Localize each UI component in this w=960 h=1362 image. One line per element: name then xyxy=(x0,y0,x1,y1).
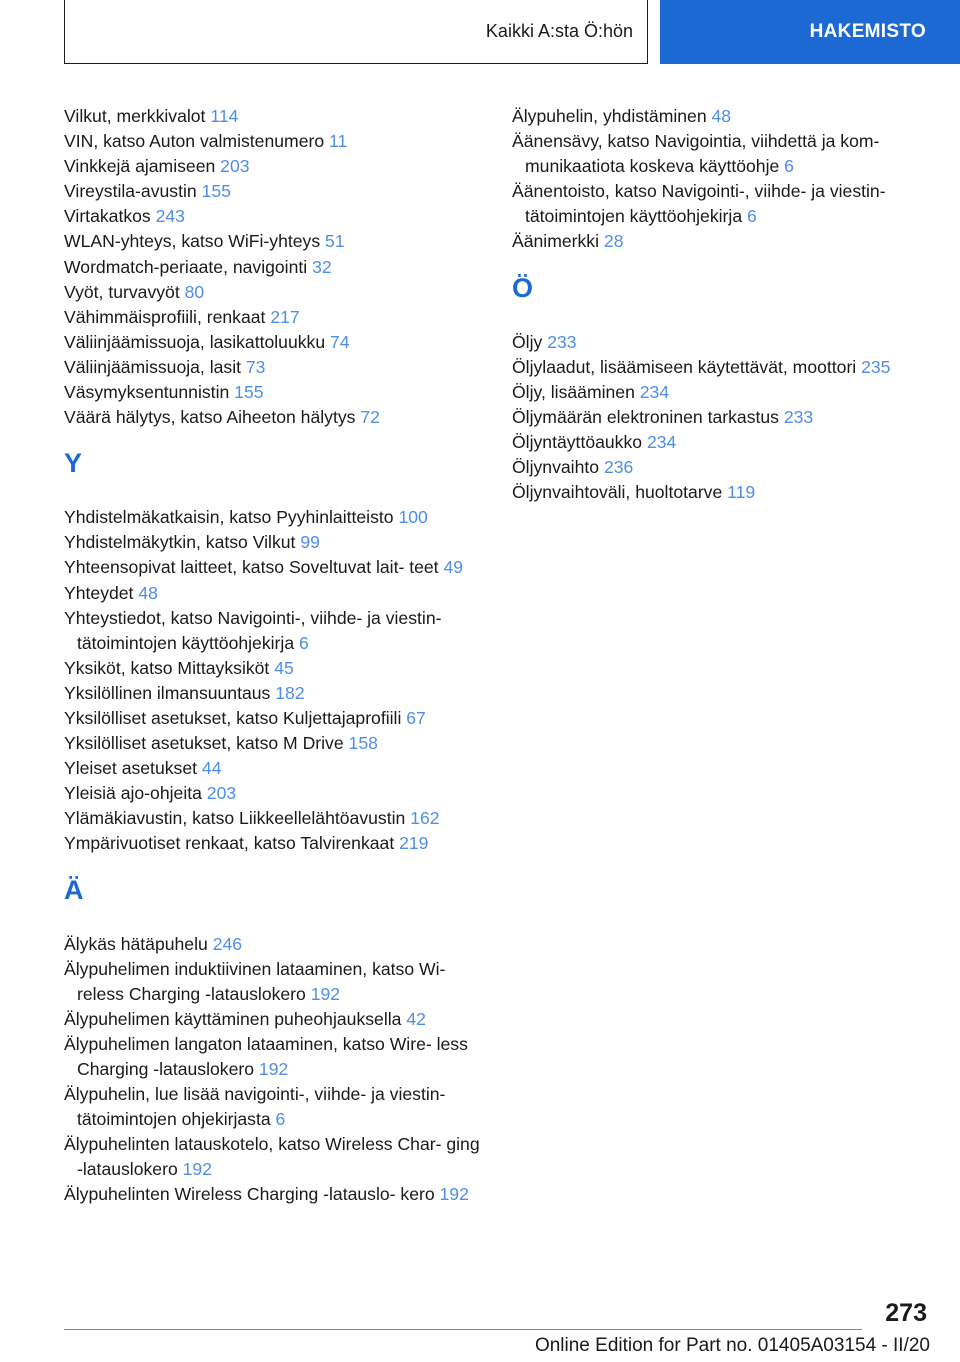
index-entry xyxy=(512,430,937,455)
index-entry-text: WLAN-yhteys, katso WiFi-yhteys xyxy=(64,231,321,252)
entry-group-ae-continued xyxy=(512,104,937,255)
page-reference-link[interactable]: 67 xyxy=(406,707,426,728)
index-entry-text: Älypuhelinten Wireless Charging -latauslo‐ kero xyxy=(64,1184,435,1205)
index-entry xyxy=(64,1007,484,1032)
index-entry-text: Vireystila-avustin xyxy=(64,181,197,202)
page-reference-link[interactable]: 44 xyxy=(201,758,222,779)
page-reference-link[interactable]: 49 xyxy=(443,557,464,578)
index-entry-text: Älypuhelin, lue lisää navigointi-, viihde- ja viestin‐ tätoimintojen ohjekirjasta xyxy=(64,1084,446,1130)
index-entry-text: Öljylaadut, lisäämiseen käytettävät, moottori xyxy=(512,356,857,377)
index-entry-text: Yhdistelmäkatkaisin, katso Pyyhinlaitteisto xyxy=(64,507,394,528)
index-entry-text: Väärä hälytys, katso Aiheeton hälytys xyxy=(64,407,356,428)
index-entry-text: Yksilölliset asetukset, katso M Drive xyxy=(64,733,344,754)
page-reference-link[interactable]: 119 xyxy=(727,482,756,503)
page-reference-link[interactable]: 234 xyxy=(639,381,670,402)
index-entry-text: Älypuhelimen käyttäminen puheohjauksella xyxy=(64,1008,402,1029)
footer-divider xyxy=(64,1329,862,1330)
index-entry-text: Öljynvaihtoväli, huoltotarve xyxy=(512,482,723,503)
page-reference-link[interactable]: 48 xyxy=(138,582,158,603)
index-entry xyxy=(512,405,937,430)
tab-index-label: HAKEMISTO xyxy=(809,21,926,42)
index-entry-text: Älypuhelinten latauskotelo, katso Wireless Char‐ ging -latauslokero xyxy=(64,1134,480,1180)
page-reference-link[interactable]: 219 xyxy=(399,833,429,854)
page-reference-link[interactable]: 203 xyxy=(206,783,237,804)
page-reference-link[interactable]: 48 xyxy=(711,106,732,126)
index-entry xyxy=(512,380,937,405)
index-entry-text: Väliinjäämissuoja, lasit xyxy=(64,356,241,377)
index-entry-text: Yhteystiedot, katso Navigointi-, viihde- ja viestin‐ tätoimintojen käyttöohjekirja xyxy=(64,607,442,653)
section-heading-y: Y xyxy=(64,448,83,479)
index-column-left xyxy=(64,104,484,1208)
page-reference-link[interactable]: 99 xyxy=(300,532,320,553)
index-entry-text: Vähimmäisprofiili, renkaat xyxy=(64,306,266,327)
page-reference-link[interactable]: 217 xyxy=(270,306,300,327)
index-entry xyxy=(64,330,484,355)
index-entry xyxy=(64,606,484,656)
index-entry xyxy=(64,756,484,781)
page-reference-link[interactable]: 236 xyxy=(603,457,634,478)
index-entry xyxy=(64,405,484,430)
entry-group-oe xyxy=(512,330,937,506)
index-entry-text: Ylämäkiavustin, katso Liikkeellelähtöavustin xyxy=(64,808,406,829)
page-reference-link[interactable]: 74 xyxy=(330,331,350,352)
index-entry xyxy=(64,731,484,756)
page-reference-link[interactable]: 80 xyxy=(184,281,205,302)
index-entry xyxy=(64,555,484,580)
index-entry xyxy=(64,681,484,706)
page-reference-link[interactable]: 162 xyxy=(410,808,440,829)
index-entry xyxy=(64,305,484,330)
index-entry-text: Ympärivuotiset renkaat, katso Talvirenkaat xyxy=(64,833,395,854)
index-entry xyxy=(64,706,484,731)
tab-index[interactable] xyxy=(660,0,960,64)
page-reference-link[interactable]: 42 xyxy=(406,1008,426,1029)
index-entry-text: VIN, katso Auton valmistenumero xyxy=(64,131,325,152)
index-entry-text: Yleisiä ajo-ohjeita xyxy=(64,783,202,804)
page-reference-link[interactable]: 6 xyxy=(299,632,309,653)
index-entry xyxy=(64,530,484,555)
index-entry xyxy=(512,330,937,355)
entry-group-v xyxy=(64,104,484,430)
index-entry xyxy=(64,380,484,405)
page-reference-link[interactable]: 100 xyxy=(398,507,428,528)
index-entry xyxy=(64,1082,484,1132)
index-entry-text: Älypuhelimen induktiivinen lataaminen, katso Wi‐ reless Charging -latauslokero xyxy=(64,958,446,1004)
index-entry-text: Virtakatkos xyxy=(64,206,151,227)
index-entry xyxy=(64,781,484,806)
page-reference-link[interactable]: 246 xyxy=(212,933,243,954)
index-entry xyxy=(64,932,484,957)
index-entry xyxy=(512,104,937,129)
index-entry xyxy=(64,1132,484,1182)
page-reference-link[interactable]: 233 xyxy=(783,406,814,427)
page-reference-link[interactable]: 182 xyxy=(275,682,305,703)
index-entry xyxy=(64,505,484,530)
entry-group-y xyxy=(64,505,484,856)
page-reference-link[interactable]: 233 xyxy=(547,331,577,352)
page-reference-link[interactable]: 28 xyxy=(603,231,624,252)
index-column-right xyxy=(512,104,937,505)
index-entry xyxy=(512,229,937,254)
index-entry xyxy=(64,104,484,129)
entry-group-ae xyxy=(64,932,484,1208)
index-entry xyxy=(64,1032,484,1082)
page-reference-link[interactable]: 32 xyxy=(312,256,332,277)
page-reference-link[interactable]: 6 xyxy=(747,206,757,227)
page-reference-link[interactable]: 192 xyxy=(310,983,341,1004)
page-reference-link[interactable]: 45 xyxy=(274,657,294,678)
page-reference-link[interactable]: 155 xyxy=(234,382,264,403)
index-entry-text: Vilkut, merkkivalot xyxy=(64,106,206,126)
index-entry-text: Älypuhelimen langaton lataaminen, katso Wire‐ less Charging -latauslokero xyxy=(64,1033,468,1079)
index-entry-text: Vyöt, turvavyöt xyxy=(64,281,180,302)
index-entry-text: Öljyntäyttöaukko xyxy=(512,431,643,452)
index-entry-text: Öljynvaihto xyxy=(512,457,600,478)
page-number: 273 xyxy=(885,1299,927,1327)
footer-edition: Online Edition for Part no. 01405A03154 - II/20 xyxy=(534,1335,930,1356)
index-entry-text: Väliinjäämissuoja, lasikattoluukku xyxy=(64,331,326,352)
page-reference-link[interactable]: 235 xyxy=(861,356,891,377)
index-entry xyxy=(64,129,484,154)
page-reference-link[interactable]: 6 xyxy=(275,1109,286,1130)
index-entry-text: Vinkkejä ajamiseen xyxy=(64,156,216,177)
index-entry xyxy=(512,129,937,179)
page-reference-link[interactable]: 192 xyxy=(182,1159,212,1180)
index-entry-text: Yleiset asetukset xyxy=(64,758,198,779)
index-entry xyxy=(64,179,484,204)
index-entry-text: Äänentoisto, katso Navigointi-, viihde- ja viestin‐ tätoimintojen käyttöohjekirja xyxy=(512,181,886,227)
page-reference-link[interactable]: 203 xyxy=(220,156,250,177)
index-entry xyxy=(64,280,484,305)
index-entry-text: Yhteydet xyxy=(64,582,134,603)
index-entry xyxy=(64,229,484,254)
section-heading-ae: Ä xyxy=(64,874,84,905)
page-reference-link[interactable]: 192 xyxy=(258,1059,289,1079)
index-entry xyxy=(512,455,937,480)
index-entry xyxy=(64,656,484,681)
index-entry xyxy=(512,179,937,229)
index-entry xyxy=(64,957,484,1007)
index-entry-text: Yksiköt, katso Mittayksiköt xyxy=(64,657,270,678)
index-entry xyxy=(64,355,484,380)
page-reference-link[interactable]: 73 xyxy=(245,356,266,377)
page-reference-link[interactable]: 72 xyxy=(360,407,380,428)
index-entry xyxy=(64,581,484,606)
index-entry-text: Yhdistelmäkytkin, katso Vilkut xyxy=(64,532,296,553)
page-reference-link[interactable]: 6 xyxy=(784,156,794,177)
index-entry-text: Öljy xyxy=(512,331,543,352)
page-reference-link[interactable]: 234 xyxy=(646,431,677,452)
index-entry-text: Yksilölliset asetukset, katso Kuljettajaprofiili xyxy=(64,707,402,728)
tab-all-label: Kaikki A:sta Ö:hön xyxy=(485,21,633,41)
index-entry-text: Väsymyksentunnistin xyxy=(64,382,230,403)
index-entry-text: Äänimerkki xyxy=(512,231,600,252)
index-entry-text: Älypuhelin, yhdistäminen xyxy=(512,106,707,126)
index-entry xyxy=(64,1182,484,1207)
index-entry xyxy=(512,480,937,505)
index-entry xyxy=(64,806,484,831)
index-entry-text: Äänensävy, katso Navigointia, viihdettä ja kom‐ munikaatiota koskeva käyttöohje xyxy=(512,131,880,177)
index-entry xyxy=(64,154,484,179)
index-entry xyxy=(64,255,484,280)
index-entry-text: Älykäs hätäpuhelu xyxy=(64,933,208,954)
page-reference-link[interactable]: 51 xyxy=(325,231,345,252)
page-reference-link[interactable]: 158 xyxy=(348,733,378,754)
page-reference-link[interactable]: 114 xyxy=(210,106,239,126)
index-entry-text: Wordmatch-periaate, navigointi xyxy=(64,256,308,277)
index-entry-text: Öljymäärän elektroninen tarkastus xyxy=(512,406,779,427)
page-reference-link[interactable]: 11 xyxy=(329,131,348,152)
index-entry-text: Öljy, lisääminen xyxy=(512,381,635,402)
page-reference-link[interactable]: 155 xyxy=(201,181,231,202)
page-reference-link[interactable]: 192 xyxy=(439,1184,469,1205)
index-entry xyxy=(512,355,937,380)
index-entry xyxy=(64,204,484,229)
index-entry xyxy=(64,831,484,856)
index-entry-text: Yhteensopivat laitteet, katso Soveltuvat lait‐ teet xyxy=(64,557,439,578)
index-entry-text: Yksilöllinen ilmansuuntaus xyxy=(64,682,271,703)
page-reference-link[interactable]: 243 xyxy=(155,206,185,227)
tab-all-a-to-o[interactable] xyxy=(64,0,648,64)
section-heading-oe: Ö xyxy=(512,272,534,303)
